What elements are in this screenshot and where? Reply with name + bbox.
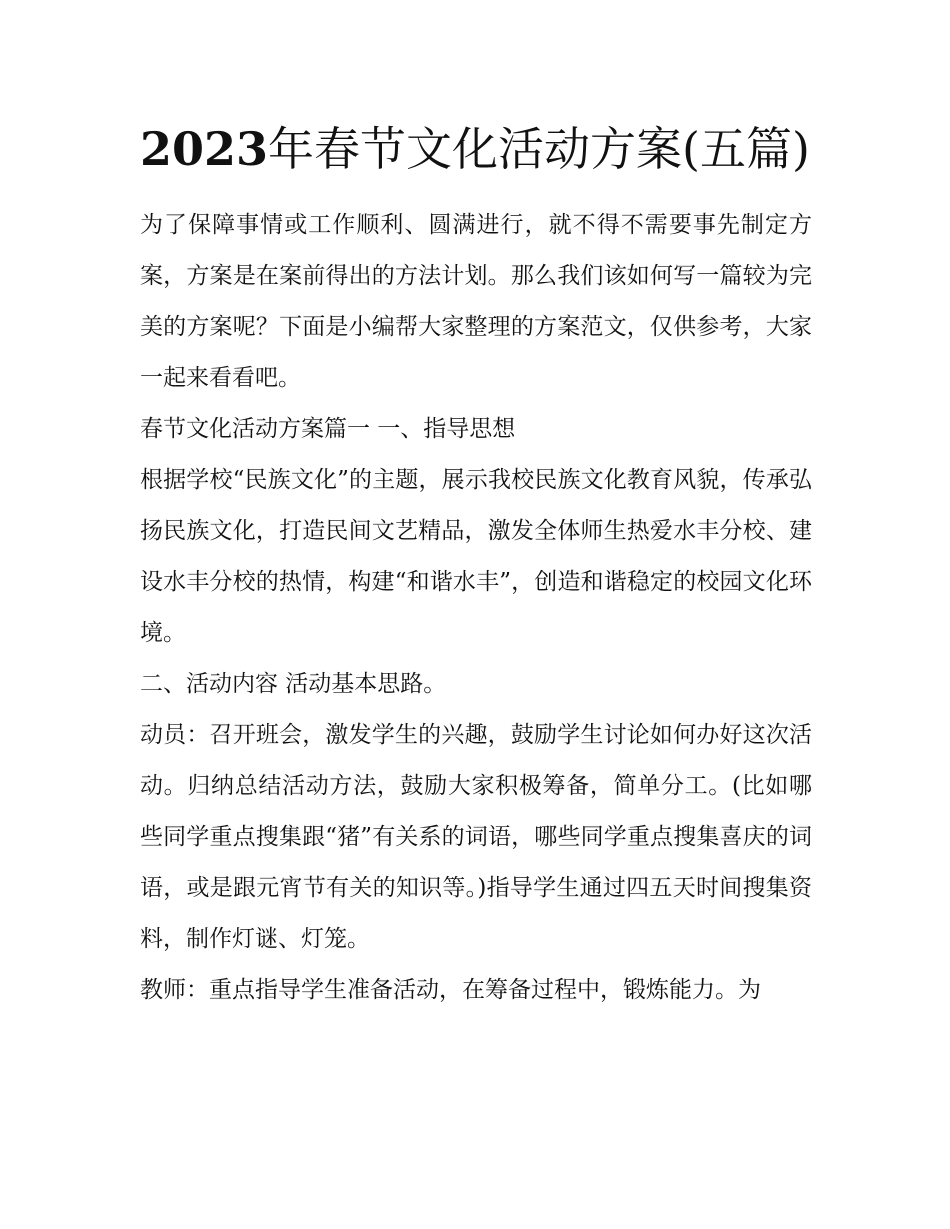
teacher-paragraph: 教师：重点指导学生准备活动，在筹备过程中，锻炼能力。为 [140, 977, 761, 1003]
document-title [140, 110, 812, 188]
intro-paragraph: 为了保障事情或工作顺利、圆满进行，就不得不需要事先制定方案，方案是在案前得出的方法计划。那么我们该如何写一篇较为完美的方案呢？下面是小编帮大家整理的方案范文，仅供参考，大家一起来看看吧。 [140, 212, 812, 391]
title-text: 年春节文化活动方案(五篇) [268, 122, 810, 176]
mobilization-paragraph: 动员：召开班会，激发学生的兴趣，鼓励学生讨论如何办好这次活动。归纳总结活动方法，鼓励大家积极筹备，简单分工。(比如哪些同学重点搜集跟“猪”有关系的词语，哪些同学重点搜集喜庆的词语，或是跟元宵节有关的知识等。)指导学生通过四五天时间搜集资料，制作灯谜、灯笼。 [140, 722, 812, 952]
document-page [140, 110, 812, 1016]
title-year: 2023 [140, 122, 269, 176]
section-heading-guiding-thought: 春节文化活动方案篇一 一、指导思想 [140, 416, 516, 442]
section-heading-activity-content: 二、活动内容 活动基本思路。 [140, 671, 447, 697]
guiding-thought-paragraph: 根据学校“民族文化”的主题，展示我校民族文化教育风貌，传承弘扬民族文化，打造民间文艺精品，激发全体师生热爱水丰分校、建设水丰分校的热情，构建“和谐水丰”，创造和谐稳定的校园文化环境。 [140, 467, 812, 646]
